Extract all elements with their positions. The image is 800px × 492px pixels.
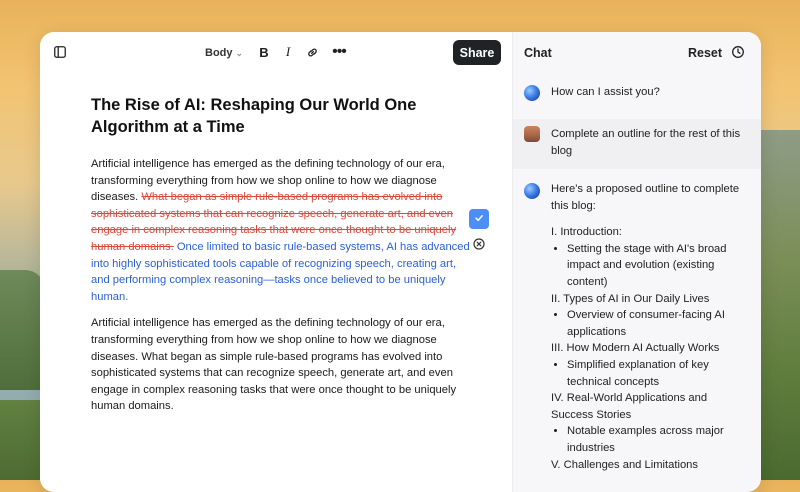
message-intro: Here's a proposed outline to complete this blog: — [551, 183, 740, 212]
text-style-label: Body — [205, 47, 233, 59]
outline-heading: IV. Real-World Applications and Success Stories — [551, 392, 708, 421]
accept-change-button[interactable] — [469, 209, 489, 229]
editor-toolbar — [40, 32, 512, 74]
background-water — [0, 390, 45, 400]
share-button[interactable]: Share — [453, 40, 501, 65]
more-options-button[interactable]: ••• — [332, 43, 346, 60]
outline-section — [551, 340, 751, 390]
chat-panel — [512, 32, 761, 492]
link-icon[interactable] — [304, 44, 320, 60]
italic-button[interactable]: I — [285, 44, 291, 59]
reset-button[interactable]: Reset — [688, 46, 723, 60]
text-style-select[interactable] — [205, 44, 243, 62]
document-title[interactable]: The Rise of AI: Reshaping Our World One Algorithm at a Time — [91, 96, 417, 136]
inserted-text: Once limited to basic rule-based systems, AI has advanced into highly sophisticated tools capable of recognizing speech, creating art, and performing complex reasoning—tasks once believed to be uniquely human. — [91, 240, 470, 303]
outline-heading: V. Challenges and Limitations — [551, 458, 698, 471]
message-text — [551, 181, 751, 473]
outline-bullet: • Overview of consumer-facing AI applications — [567, 307, 751, 340]
background-hill-left — [0, 270, 45, 390]
check-icon — [474, 210, 484, 228]
outline-list — [551, 224, 751, 473]
outline-bullets — [551, 423, 751, 456]
chat-message-user — [513, 119, 761, 169]
assistant-avatar — [524, 85, 540, 101]
outline-section — [551, 224, 751, 290]
assistant-avatar — [524, 183, 540, 199]
paragraph-tracked-changes[interactable] — [91, 156, 471, 305]
app-window — [40, 32, 761, 492]
outline-heading: I. Introduction: — [551, 226, 622, 239]
message-text: Complete an outline for the rest of this blog — [551, 128, 741, 157]
outline-bullet: • Setting the stage with AI's broad impact and evolution (existing content) — [567, 241, 751, 291]
avatar — [524, 126, 540, 142]
outline-heading: II. Types of AI in Our Daily Lives — [551, 292, 710, 305]
outline-section — [551, 457, 751, 474]
outline-bullets — [551, 241, 751, 291]
outline-section — [551, 291, 751, 341]
chat-header — [513, 32, 761, 74]
outline-bullet: • Simplified explanation of key technical concepts — [567, 357, 751, 390]
editor-pane — [40, 32, 512, 492]
chevron-down-icon: ⌄ — [235, 47, 244, 58]
outline-heading: III. How Modern AI Actually Works — [551, 342, 720, 355]
document-body[interactable] — [91, 94, 471, 415]
reject-change-button[interactable] — [470, 237, 488, 255]
outline-section — [551, 390, 751, 456]
outline-bullets — [551, 357, 751, 390]
paragraph-text[interactable]: Artificial intelligence has emerged as the defining technology of our era, transforming everything from how we shop online to how we diagnose diseases. What began as simple rule-based programs has evolved into sophisticated systems that can recognize speech, generate art, and even engage in complex reasoning tasks that were once thought to be uniquely human domains. — [91, 317, 457, 413]
paragraph-text: Artificial intelligence has emerged as the defining technology of our era, transforming everything from how we shop online to how we diagnose diseases. — [91, 158, 445, 204]
close-circle-icon — [473, 237, 485, 255]
sidebar-toggle-icon[interactable] — [52, 44, 68, 60]
clock-icon[interactable] — [731, 45, 746, 60]
bold-button[interactable]: B — [259, 44, 269, 60]
outline-bullet: • Notable examples across major industries — [567, 423, 751, 456]
outline-bullets — [551, 307, 751, 340]
deleted-text: What began as simple rule-based programs has evolved into sophisticated systems that can recognize speech, generate art, and even engage in complex reasoning tasks that were once thought to be uniquely human domains. — [91, 191, 457, 253]
background-hill-right — [755, 130, 800, 480]
message-text: How can I assist you? — [551, 86, 660, 98]
chat-title: Chat — [524, 46, 552, 60]
